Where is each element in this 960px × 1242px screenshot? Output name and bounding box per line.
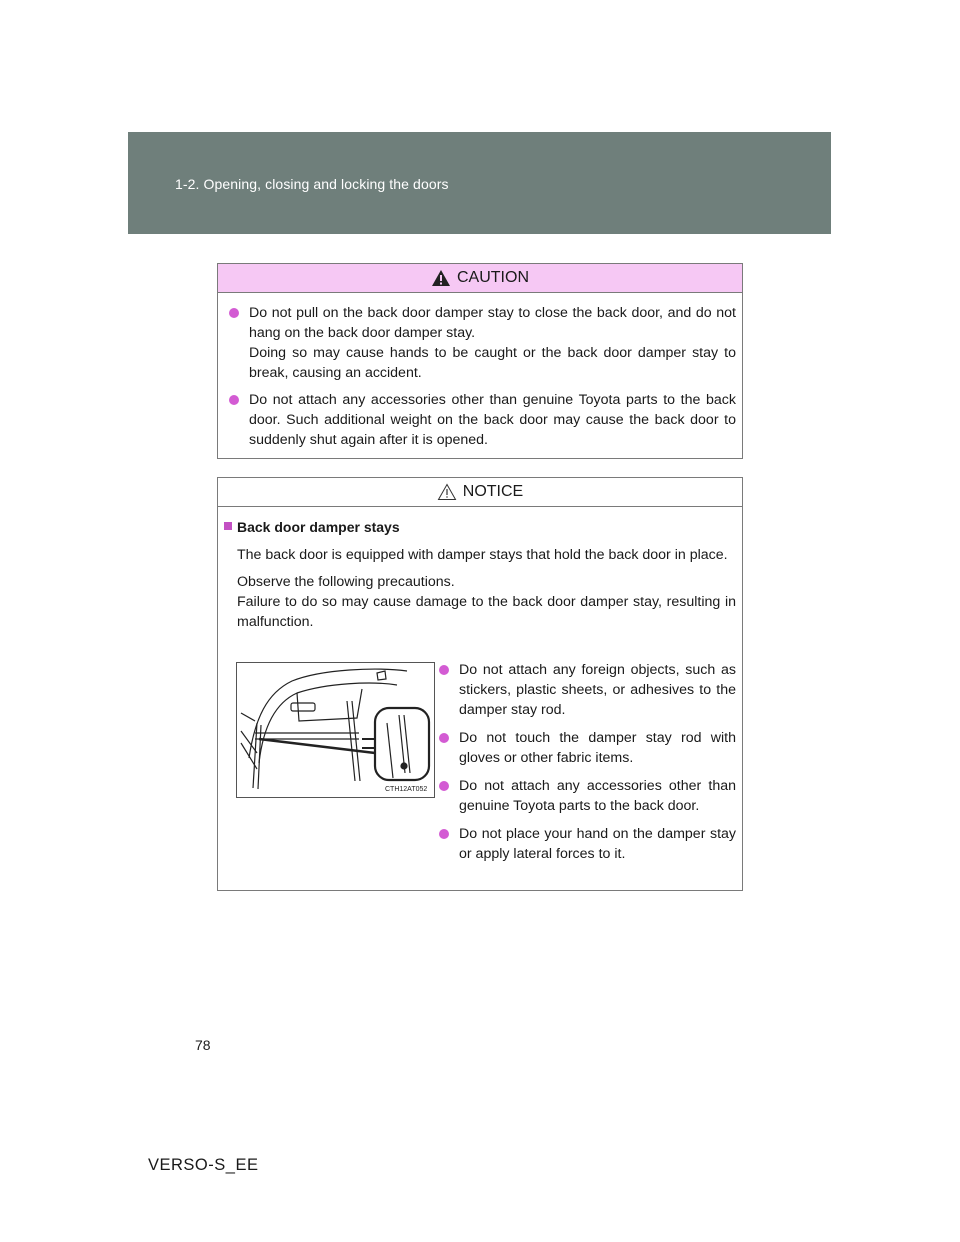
figure-code: CTH12AT052 [385, 786, 428, 793]
notice-subheading: Back door damper stays [224, 519, 736, 535]
precaution-item: Do not attach any foreign objects, such as stickers, plastic sheets, or adhesives to the damper stay rod. [438, 660, 736, 720]
notice-precaution-list [438, 660, 736, 872]
caution-header [218, 264, 742, 293]
bullet-icon [229, 395, 239, 405]
caution-title: CAUTION [457, 269, 529, 286]
warning-outline-icon [437, 483, 457, 501]
precaution-item: Do not attach any accessories other than genuine Toyota parts to the back door. [438, 776, 736, 816]
warning-icon [431, 269, 451, 287]
damper-stay-illustration [236, 662, 435, 798]
bullet-icon [229, 308, 239, 318]
caution-box [217, 263, 743, 459]
notice-header [218, 478, 742, 507]
caution-list [218, 293, 742, 450]
section-title: 1-2. Opening, closing and locking the doors [175, 176, 449, 192]
notice-box [217, 477, 743, 891]
bullet-icon [439, 781, 449, 791]
page-number: 78 [195, 1037, 211, 1053]
back-door-drawing [237, 663, 434, 797]
precaution-item: Do not place your hand on the damper stay or apply lateral forces to it. [438, 824, 736, 864]
caution-item: Do not pull on the back door damper stay to close the back door, and do not hang on the back door damper stay. Doing so may cause hands to be caught or the back door damper stay to break, causing an accident. [228, 303, 736, 383]
bullet-icon [439, 733, 449, 743]
footer-document-code: VERSO-S_EE [148, 1156, 259, 1174]
page-header-band [128, 132, 831, 234]
notice-body [218, 507, 742, 632]
precaution-item: Do not touch the damper stay rod with gloves or other fabric items. [438, 728, 736, 768]
notice-paragraph: Observe the following precautions. Failure to do so may cause damage to the back door damper stay, resulting in malfunction. [237, 574, 736, 630]
bullet-icon [439, 665, 449, 675]
notice-title: NOTICE [462, 483, 524, 500]
square-bullet-icon [224, 522, 232, 530]
bullet-icon [439, 829, 449, 839]
caution-item: Do not attach any accessories other than genuine Toyota parts to the back door. Such additional weight on the back door may cause the back door to suddenly shut again after it is opened. [228, 390, 736, 450]
notice-paragraph: The back door is equipped with damper stays that hold the back door in place. [237, 547, 728, 563]
